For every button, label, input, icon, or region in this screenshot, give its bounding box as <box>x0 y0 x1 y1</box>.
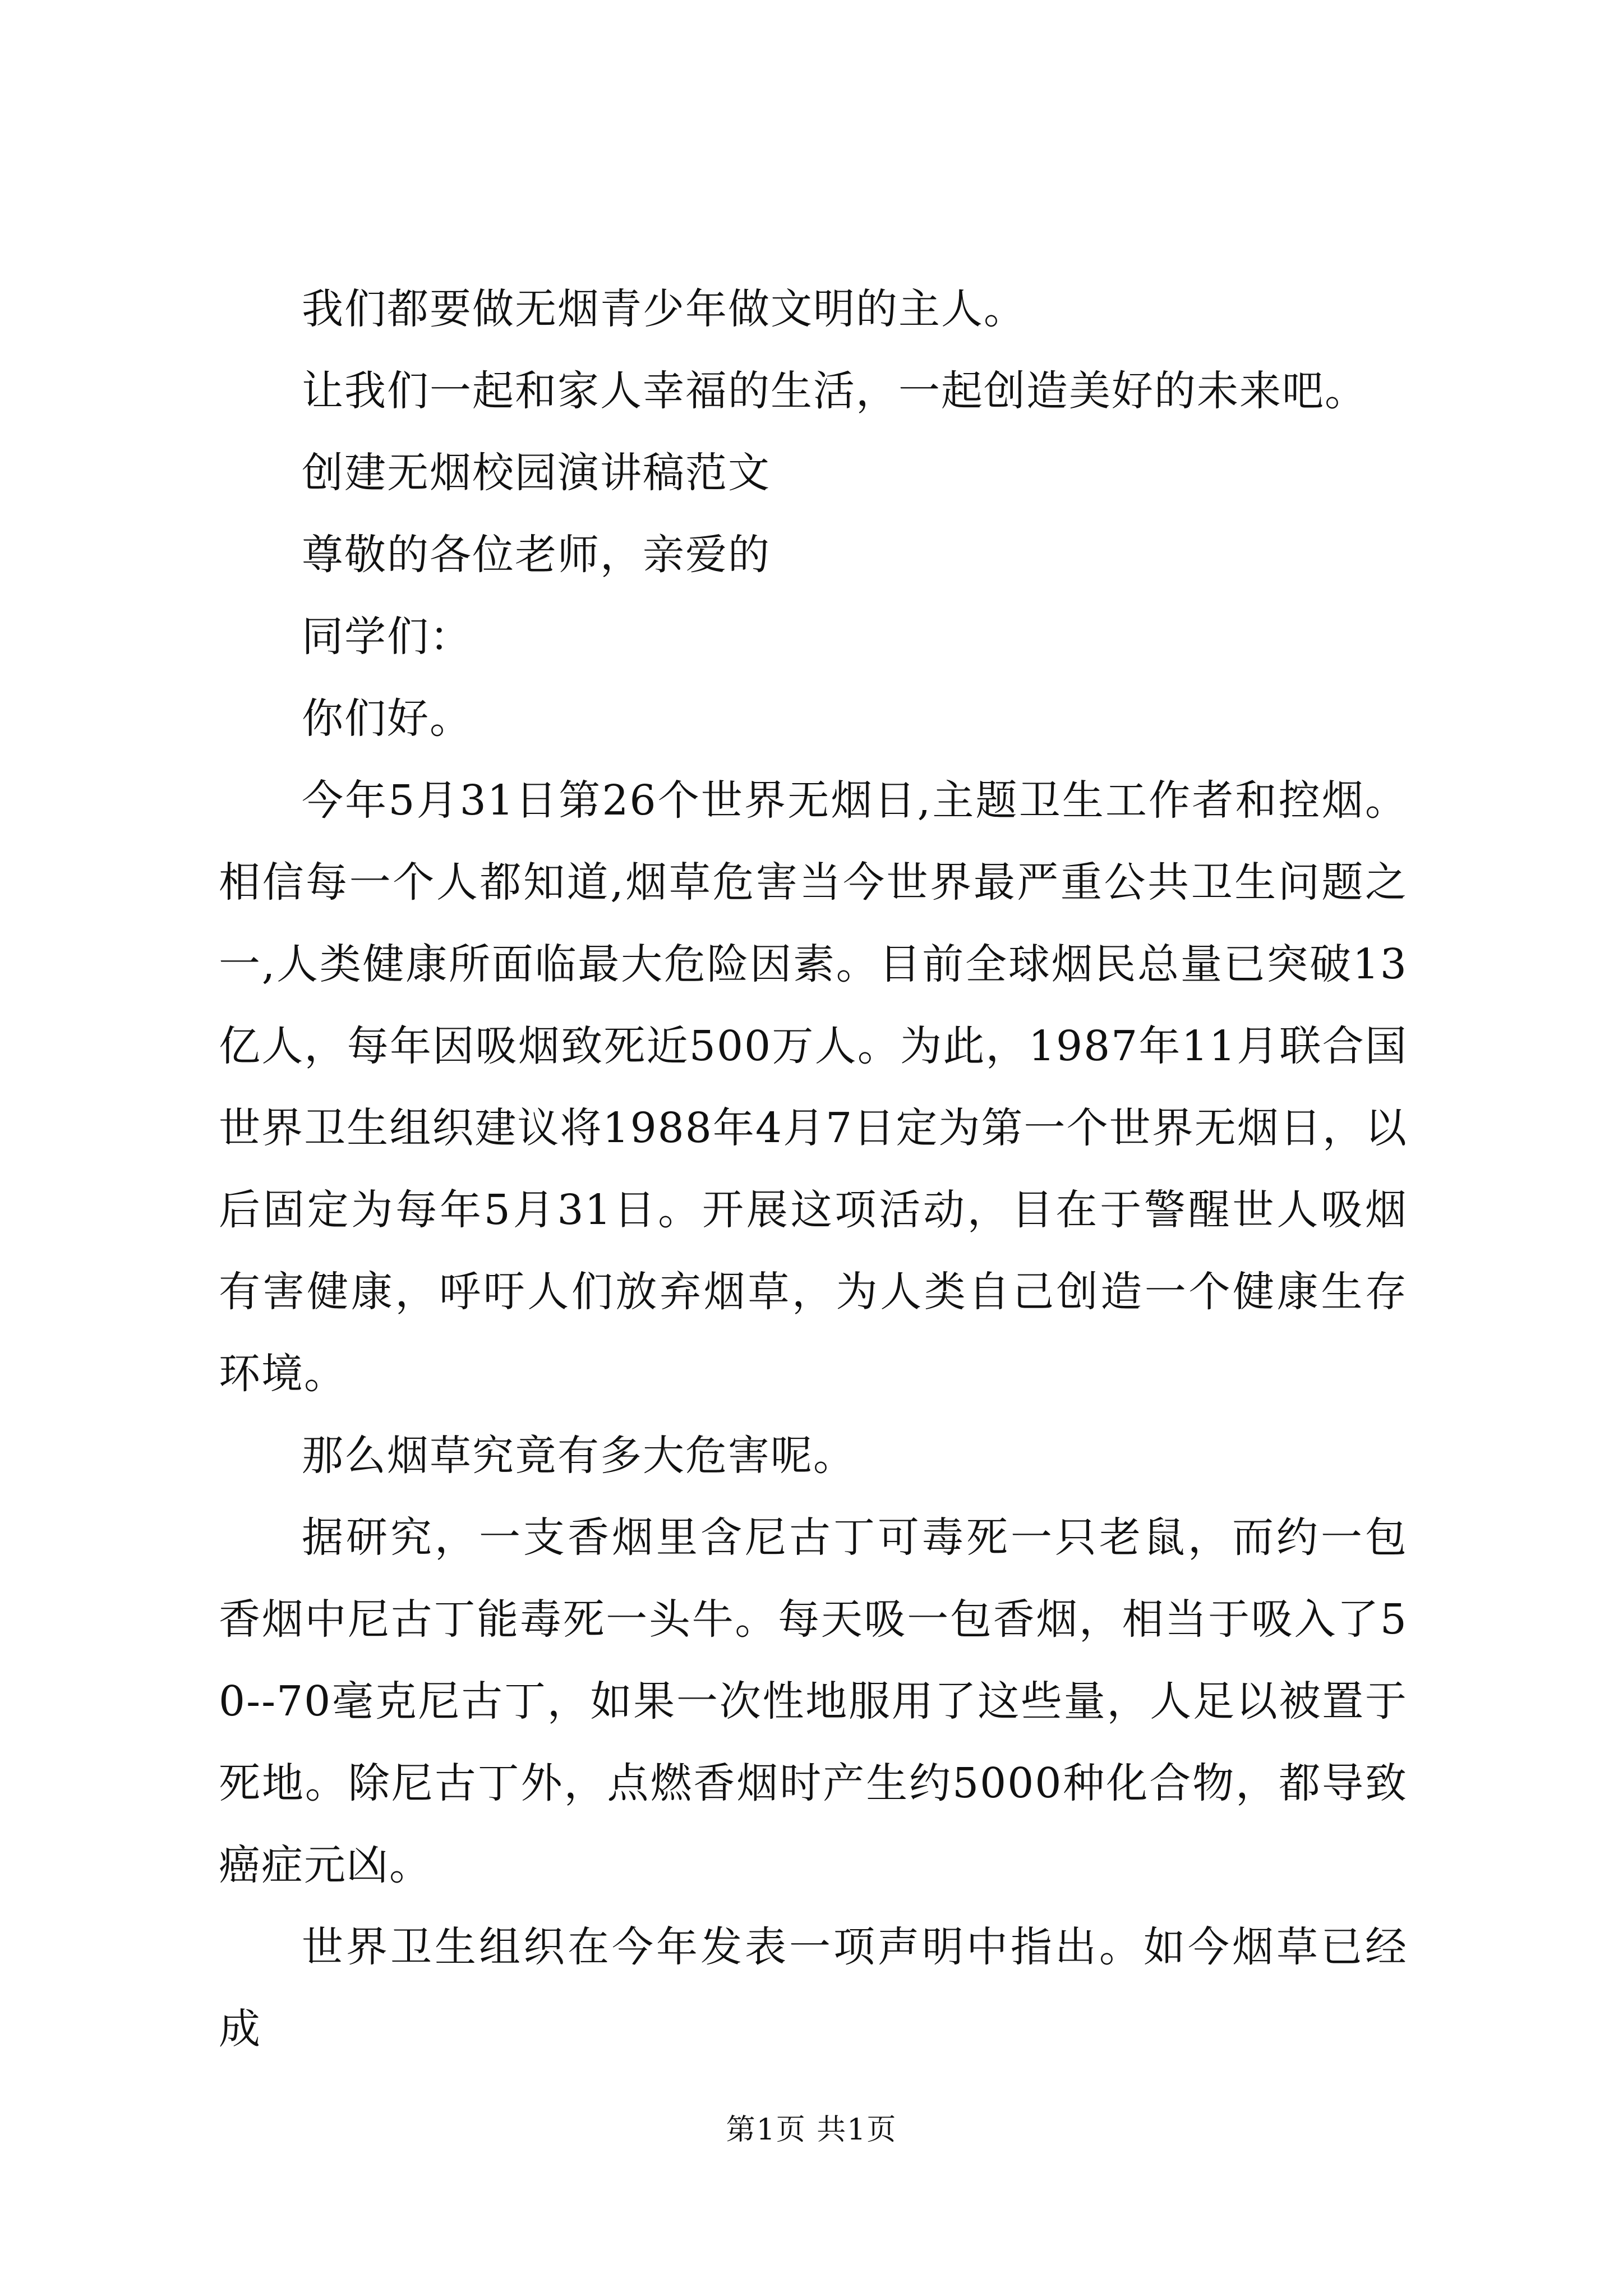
salutation: 同学们： <box>302 613 472 661</box>
paragraph: 让我们一起和家人幸福的生活，一起创造美好的未来吧。 <box>302 367 1367 415</box>
speech-title: 创建无烟校园演讲稿范文 <box>302 449 771 497</box>
paragraph: 那么烟草究竟有多大危害呢。 <box>302 1432 856 1480</box>
paragraph: 据研究，一支香烟里含尼古丁可毒死一只老鼠，而约一包香烟中尼古丁能毒死一头牛。每天吸一包香烟，相当于吸入了50--70毫克尼古丁，如果一次性地服用了这些量，人足以被置于死地。除尼古丁外，点燃香烟时产生约5000种化合物，都导致癌症元凶。 <box>219 1513 1408 1889</box>
page-footer: 第1页 共1页 <box>726 2113 897 2147</box>
paragraph: 今年5月31日第26个世界无烟日,主题卫生工作者和控烟。相信每一个人都知道,烟草危害当今世界最严重公共卫生问题之一,人类健康所面临最大危险因素。目前全球烟民总量已突破13亿人，每年因吸烟致死近500万人。为此，1987年11月联合国世界卫生组织建议将1988年4月7日定为第一个世界无烟日，以后固定为每年5月31日。开展这项活动，目在于警醒世人吸烟有害健康，呼吁人们放弃烟草，为人类自己创造一个健康生存环境。 <box>219 776 1408 1398</box>
paragraph: 我们都要做无烟青少年做文明的主人。 <box>302 285 1026 333</box>
greeting: 你们好。 <box>302 694 472 743</box>
document-body <box>219 268 1408 2070</box>
salutation: 尊敬的各位老师，亲爱的 <box>302 531 771 579</box>
paragraph: 世界卫生组织在今年发表一项声明中指出。如今烟草已经成 <box>219 1923 1408 2053</box>
